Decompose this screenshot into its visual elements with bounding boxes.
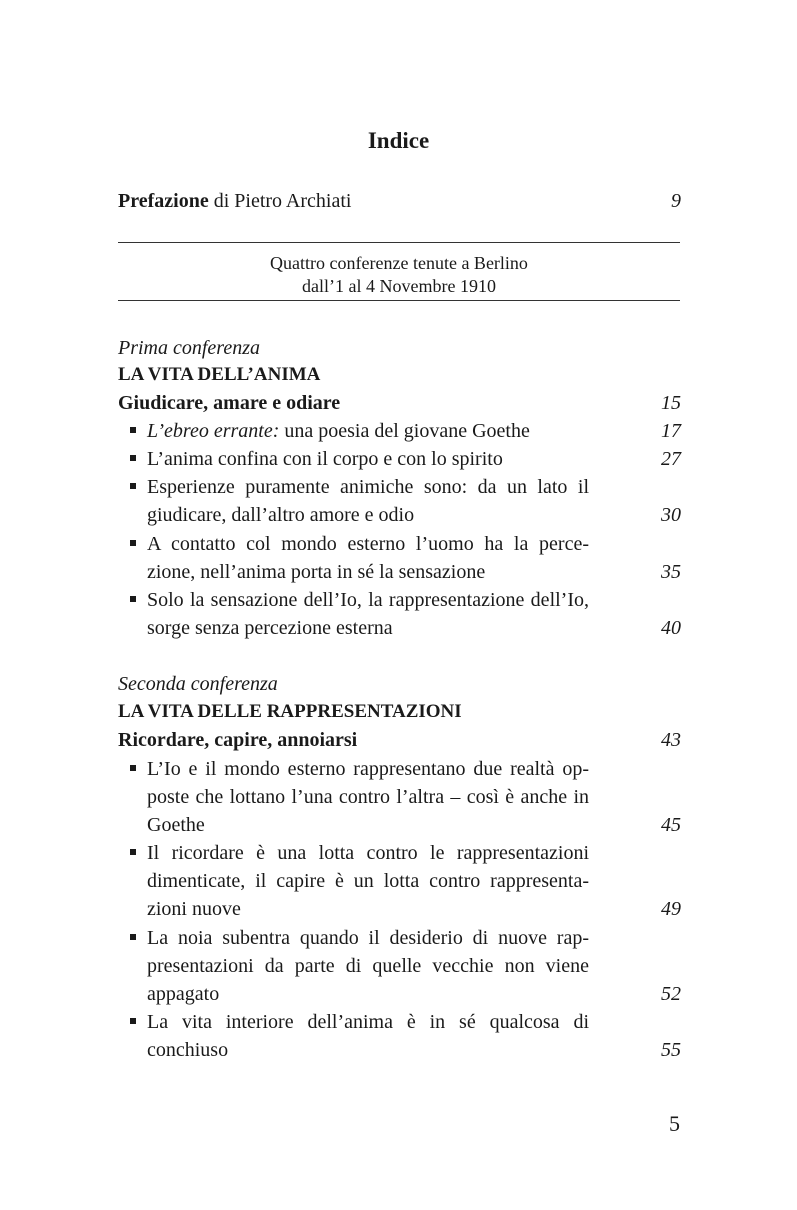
page-number: 35 (661, 560, 681, 583)
page-number: 15 (661, 392, 681, 414)
toc-item[interactable] (130, 924, 681, 1008)
bullet-square-icon (130, 483, 136, 489)
lecture-label: Seconda conferenza (118, 673, 278, 695)
toc-entry-lecture-1[interactable] (118, 389, 681, 417)
item-text: Solo la sensazione dell’Io, la rappresentazione dell’Io, sorge senza percezione esterna (147, 589, 589, 640)
preface-label: Prefazione (118, 190, 209, 212)
item-text: La noia subentra quando il desiderio di nuove rap-presentazioni da parte di quelle vecchie non viene appagato (147, 927, 589, 1006)
page-number: 49 (661, 897, 681, 920)
toc-item[interactable] (130, 839, 681, 923)
page-number: 40 (661, 616, 681, 639)
lecture-heading: Ricordare, capire, annoiarsi (118, 729, 358, 751)
subtitle-line-2: dall’1 al 4 Novembre 1910 (302, 276, 496, 296)
bullet-square-icon (130, 427, 136, 433)
toc-item[interactable] (130, 1008, 681, 1064)
toc-entry-preface[interactable] (118, 187, 681, 215)
divider-bottom (118, 300, 680, 301)
toc-entry-lecture-2[interactable] (118, 726, 681, 754)
divider-top (118, 242, 680, 243)
preface-author: di Pietro Archiati (208, 190, 352, 212)
page-number: 30 (661, 503, 681, 526)
toc-item[interactable] (130, 586, 681, 642)
toc-item[interactable] (130, 417, 681, 445)
page-number: 55 (661, 1038, 681, 1061)
item-text: L’Io e il mondo esterno rappresentano due realtà op-poste che lottano l’una contro l’altra – così è anche in Goethe (147, 758, 589, 837)
page-number: 27 (661, 447, 681, 470)
bullet-square-icon (130, 849, 136, 855)
item-text: una poesia del giovane Goethe (279, 420, 530, 442)
page-number: 9 (671, 190, 681, 212)
item-text: Il ricordare è una lotta contro le rappresentazioni dimenticate, il capire è un lotta contro rappresenta-zioni nuove (147, 842, 589, 921)
item-text: L’anima confina con il corpo e con lo spirito (147, 448, 503, 470)
bullet-square-icon (130, 596, 136, 602)
bullet-square-icon (130, 540, 136, 546)
lecture-label: Prima conferenza (118, 337, 261, 359)
item-text: A contatto col mondo esterno l’uomo ha la perce-zione, nell’anima porta in sé la sensazione (147, 533, 589, 584)
page-number: 45 (661, 813, 681, 836)
folio-page-number: 5 (669, 1111, 680, 1136)
lecture-title: LA VITA DELL’ANIMA (118, 364, 321, 385)
page-number: 43 (661, 729, 681, 751)
lecture-heading: Giudicare, amare e odiare (118, 392, 341, 414)
toc-item[interactable] (130, 473, 681, 529)
toc-item[interactable] (130, 755, 681, 839)
page-number: 17 (661, 419, 681, 442)
item-text: La vita interiore dell’anima è in sé qualcosa di conchiuso (147, 1011, 589, 1062)
bullet-square-icon (130, 934, 136, 940)
bullet-square-icon (130, 455, 136, 461)
bullet-square-icon (130, 765, 136, 771)
toc-item[interactable] (130, 530, 681, 586)
item-text: Esperienze puramente animiche sono: da un lato il giudicare, dall’altro amore e odio (147, 476, 589, 527)
item-italic: L’ebreo errante: (147, 420, 280, 442)
page-title: Indice (367, 128, 430, 153)
page-number: 52 (661, 982, 681, 1005)
lecture-title: LA VITA DELLE RAPPRESENTAZIONI (118, 701, 462, 722)
toc-item[interactable] (130, 445, 681, 473)
bullet-square-icon (130, 1018, 136, 1024)
subtitle-line-1: Quattro conferenze tenute a Berlino (270, 253, 528, 273)
